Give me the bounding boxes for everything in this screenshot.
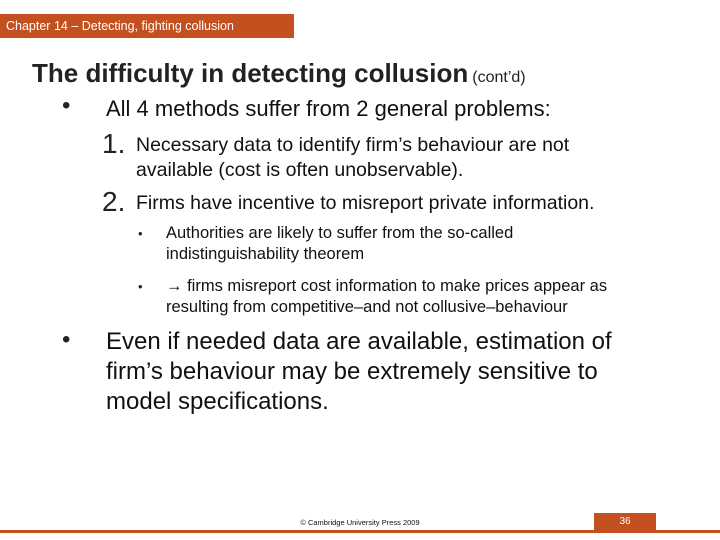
chapter-banner [0, 14, 294, 38]
sub-bullet-2-dot-icon: • [138, 279, 143, 294]
sub-bullet-2-line-2: resulting from competitive–and not collusive–behaviour [166, 298, 568, 316]
bullet-2-line-2: firm’s behaviour may be extremely sensitive to [106, 358, 598, 385]
sub-bullet-1-line-2: indistinguishability theorem [166, 245, 365, 263]
bullet-dot-icon: • [62, 326, 71, 353]
chapter-label: Chapter 14 – Detecting, fighting collusion [6, 19, 234, 33]
bullet-1-text: All 4 methods suffer from 2 general problems: [106, 96, 551, 121]
title-suffix: (cont’d) [472, 69, 526, 86]
item-1-line-1: Necessary data to identify firm’s behaviour are not [136, 134, 570, 156]
slide-title [32, 58, 526, 89]
bullet-2-line-3: model specifications. [106, 388, 329, 415]
item-1-line-2: available (cost is often unobservable). [136, 159, 464, 181]
item-2-line-1: Firms have incentive to misreport private information. [136, 192, 595, 214]
item-1-number: 1. [102, 128, 126, 159]
page-number: 36 [594, 513, 656, 530]
item-2-number: 2. [102, 186, 126, 217]
bullet-2-line-1: Even if needed data are available, estimation of [106, 328, 612, 355]
bullet-dot-icon: • [62, 92, 71, 119]
sub-bullet-1-line-1: Authorities are likely to suffer from the so-called [166, 224, 514, 242]
title-text: The difficulty in detecting collusion [32, 58, 469, 88]
footer-divider [0, 530, 720, 533]
copyright-notice: © Cambridge University Press 2009 [300, 518, 420, 527]
sub-bullet-1-dot-icon: • [138, 226, 143, 241]
sub-bullet-2-line-1: → firms misreport cost information to make prices appear as [166, 277, 608, 295]
